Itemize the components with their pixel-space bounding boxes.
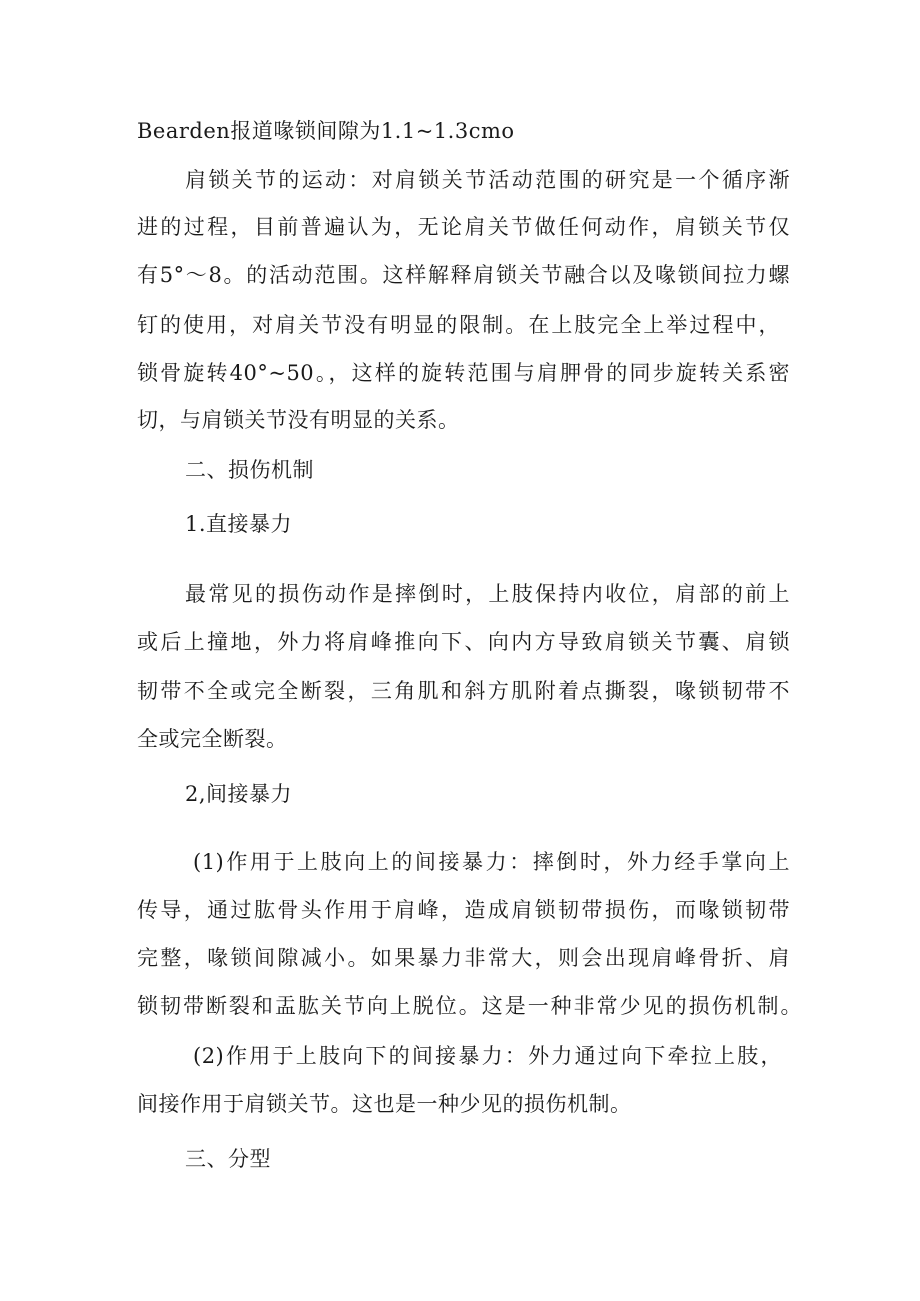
subheading-direct: 1.直接暴力 xyxy=(185,512,293,536)
text-line-20: 间接作用于肩锁关节。这也是一种少见的损伤机制。 xyxy=(137,1092,632,1116)
text-line-7: 切，与肩锁关节没有明显的关系。 xyxy=(137,408,460,432)
subheading-indirect: 2,间接暴力 xyxy=(185,782,293,806)
text-line-19: (2)作用于上肢向下的间接暴力：外力通过向下牵拉上肢， xyxy=(193,1044,782,1068)
text-line-15: (1)作用于上肢向上的间接暴力：摔倒时，外力经手掌向上 xyxy=(193,850,790,874)
text-line-1: Bearden报道喙锁间隙为1.1~1.3cmo xyxy=(137,119,515,143)
text-line-11: 或后上撞地，外力将肩峰推向下、向内方导致肩锁关节囊、肩锁 xyxy=(137,630,790,654)
text-line-5: 钉的使用，对肩关节没有明显的限制。在上肢完全上举过程中， xyxy=(137,313,780,337)
text-line-4: 有5°～8。的活动范围。这样解释肩锁关节融合以及喙锁间拉力螺 xyxy=(137,263,790,287)
text-line-17: 完整，喙锁间隙减小。如果暴力非常大，则会出现肩峰骨折、肩 xyxy=(137,946,790,970)
section-heading-3: 三、分型 xyxy=(185,1147,271,1171)
text-line-16: 传导，通过肱骨头作用于肩峰，造成肩锁韧带损伤，而喙锁韧带 xyxy=(137,898,790,922)
text-line-2: 肩锁关节的运动：对肩锁关节活动范围的研究是一个循序渐 xyxy=(185,168,790,192)
text-line-12: 韧带不全或完全断裂，三角肌和斜方肌附着点撕裂，喙锁韧带不 xyxy=(137,679,790,703)
text-line-10: 最常见的损伤动作是摔倒时，上肢保持内收位，肩部的前上 xyxy=(185,582,790,606)
text-line-6: 锁骨旋转40°~50。，这样的旋转范围与肩胛骨的同步旋转关系密 xyxy=(137,361,790,385)
text-line-13: 全或完全断裂。 xyxy=(137,727,288,751)
section-heading-2: 二、损伤机制 xyxy=(185,458,314,482)
text-line-18: 锁韧带断裂和盂肱关节向上脱位。这是一种非常少见的损伤机制。 xyxy=(137,994,802,1018)
text-line-3: 进的过程，目前普遍认为，无论肩关节做任何动作，肩锁关节仅 xyxy=(137,215,790,239)
